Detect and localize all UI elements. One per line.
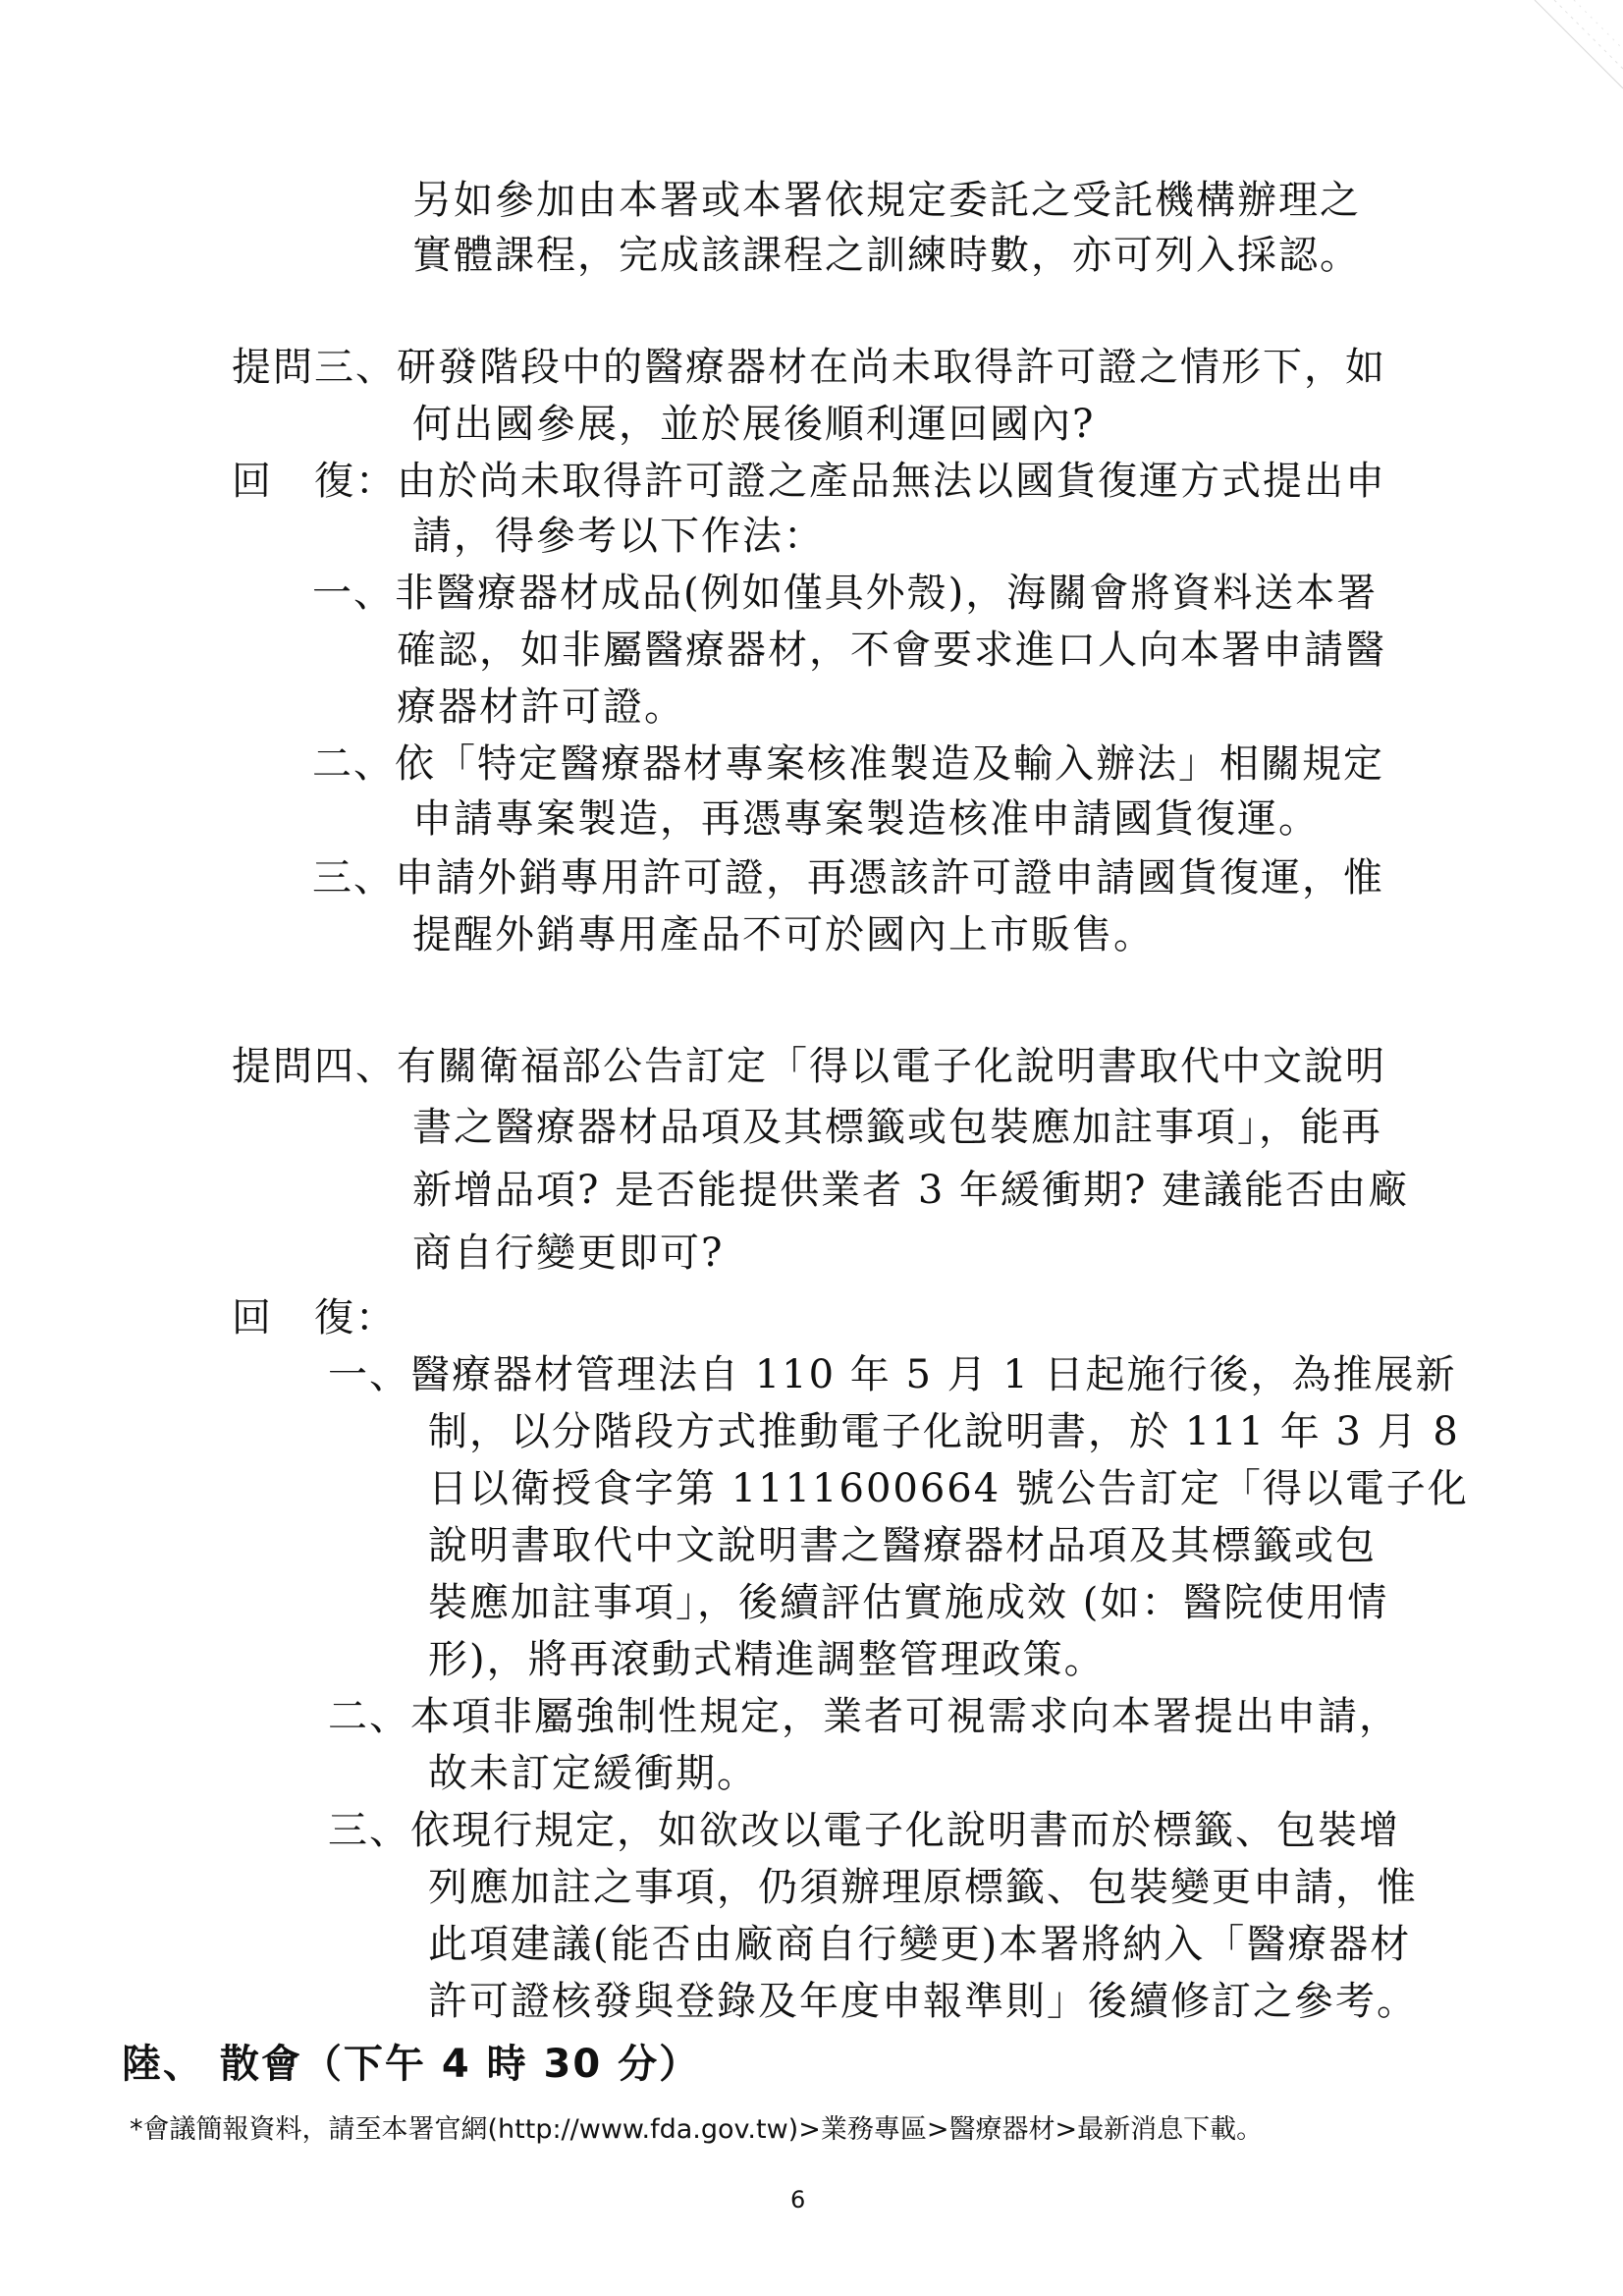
answer-4-item-1: 說明書取代中文說明書之醫療器材品項及其標籤或包 — [428, 1523, 1377, 1568]
footnote: *會議簡報資料，請至本署官網(http://www.fda.gov.tw)>業務專區>醫療器材>最新消息下載。 — [130, 2114, 1264, 2145]
question-4-line: 書之醫療器材品項及其標籤或包裝應加註事項」，能再 — [412, 1105, 1382, 1150]
answer-4-item-1: 一、醫療器材管理法自 110 年 5 月 1 日起施行後，為推展新 — [328, 1352, 1457, 1397]
answer-4-item-3: 列應加註之事項，仍須辦理原標籤、包裝變更申請，惟 — [428, 1865, 1418, 1910]
answer-4-item-1: 日以衛授食字第 1111600664 號公告訂定「得以電子化 — [428, 1466, 1469, 1511]
answer-3-item-3: 提醒外銷專用產品不可於國內上市販售。 — [412, 912, 1155, 957]
answer-3-item-1: 確認，如非屬醫療器材，不會要求進口人向本署申請醫 — [397, 628, 1386, 673]
question-4-line: 新增品項? 是否能提供業者 3 年緩衝期? 建議能否由廠 — [412, 1168, 1410, 1213]
answer-4-item-1: 裝應加註事項」，後續評估實施成效 (如：醫院使用情 — [428, 1580, 1389, 1625]
answer-3-item-3: 三、申請外銷專用許可證，再憑該許可證申請國貨復運，惟 — [312, 855, 1384, 901]
answer-4-item-3: 許可證核發與登錄及年度申報準則」後續修訂之參考。 — [428, 1979, 1418, 2024]
answer-3-line: 回 復：由於尚未取得許可證之產品無法以國貨復運方式提出申 — [232, 459, 1386, 504]
answer-4-item-2: 故未訂定緩衝期。 — [428, 1751, 758, 1796]
answer-4-item-2: 二、本項非屬強制性規定，業者可視需求向本署提出申請， — [328, 1694, 1400, 1739]
question-4-line: 提問四、有關衛福部公告訂定「得以電子化說明書取代中文說明 — [232, 1044, 1386, 1089]
answer-4-item-1: 形)，將再滾動式精進調整管理政策。 — [428, 1637, 1106, 1682]
answer-3-item-1: 療器材許可證。 — [397, 684, 685, 730]
page-number: 6 — [790, 2186, 806, 2214]
answer-3-item-2: 申請專案製造，再憑專案製造核准申請國貨復運。 — [412, 796, 1320, 842]
scan-edge-mark — [1515, 0, 1623, 147]
answer-4-item-3: 三、依現行規定，如欲改以電子化說明書而於標籤、包裝增 — [328, 1808, 1400, 1853]
question-4-line: 商自行變更即可? — [412, 1230, 725, 1276]
answer-4-item-1: 制，以分階段方式推動電子化說明書，於 111 年 3 月 8 — [428, 1409, 1460, 1454]
answer-3-item-1: 一、非醫療器材成品(例如僅具外殼)，海關會將資料送本署 — [312, 571, 1379, 616]
answer-4-label: 回 復： — [232, 1295, 397, 1340]
answer-4-item-3: 此項建議(能否由廠商自行變更)本署將納入「醫療器材 — [428, 1922, 1412, 1967]
question-3-line: 提問三、研發階段中的醫療器材在尚未取得許可證之情形下，如 — [232, 345, 1386, 390]
question-3-line: 何出國參展，並於展後順利運回國內? — [412, 402, 1096, 447]
answer-3-item-2: 二、依「特定醫療器材專案核准製造及輸入辦法」相關規定 — [312, 741, 1384, 787]
section-heading-adjourn: 陸、 散會（下午 4 時 30 分） — [122, 2042, 701, 2087]
answer-3-line: 請，得參考以下作法： — [412, 514, 825, 559]
paragraph-line: 實體課程，完成該課程之訓練時數，亦可列入採認。 — [412, 233, 1361, 278]
paragraph-line: 另如參加由本署或本署依規定委託之受託機構辦理之 — [412, 178, 1361, 223]
